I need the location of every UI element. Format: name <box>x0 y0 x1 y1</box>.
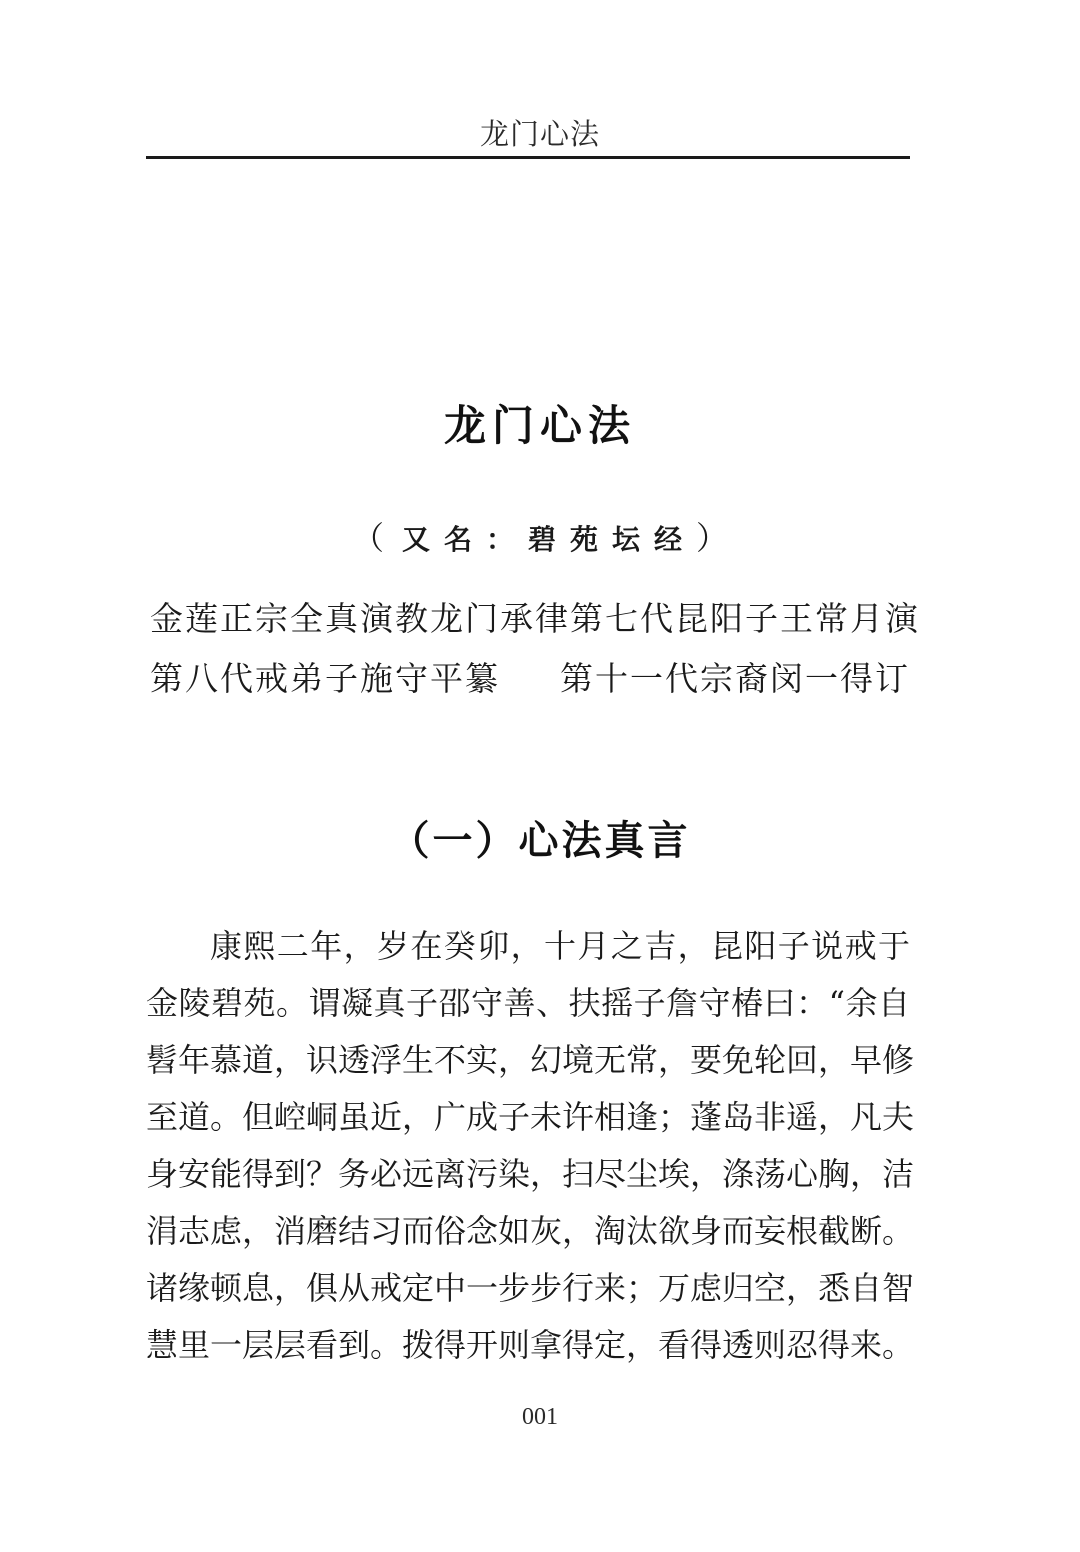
body-line: 诸缘顿息，俱从戒定中一步步行来；万虑归空，悉自智 <box>146 1269 915 1307</box>
chapter-title: （一）心法真言 <box>389 817 691 864</box>
credit-compiler: 第八代戒弟子施守平纂 <box>150 659 500 698</box>
header-rule <box>146 156 910 159</box>
body-line: 慧里一层层看到。拨得开则拿得定，看得透则忍得来。 <box>146 1326 915 1364</box>
body-line: 身安能得到？务必远离污染，扫尽尘埃，涤荡心胸，洁 <box>146 1155 915 1193</box>
page-number: 001 <box>522 1404 558 1430</box>
credit-line-editors <box>150 657 910 701</box>
body-line: 至道。但崆峒虽近，广成子未许相逢；蓬岛非遥，凡夫 <box>146 1098 915 1136</box>
paren-open: （ <box>351 519 384 557</box>
book-title: 龙门心法 <box>443 401 636 450</box>
paren-close: ） <box>696 519 729 557</box>
credit-line-author: 金莲正宗全真演教龙门承律第七代昆阳子王常月演 <box>150 599 920 638</box>
credit-reviser: 第十一代宗裔闵一得订 <box>560 659 910 698</box>
body-line: 康熙二年，岁在癸卯，十月之吉，昆阳子说戒于 <box>210 927 910 965</box>
body-line: 涓志虑，消磨结习而俗念如灰，淘汰欲身而妄根截断。 <box>146 1212 915 1250</box>
running-header: 龙门心法 <box>479 117 600 151</box>
alt-name-prefix: 又名： <box>401 523 528 556</box>
alternate-name <box>0 518 1080 560</box>
alt-name-text: 碧苑坛经 <box>528 523 697 556</box>
body-paragraph <box>146 918 915 1374</box>
body-line: 金陵碧苑。谓凝真子邵守善、扶摇子詹守椿曰：“余自 <box>146 984 910 1022</box>
body-line: 髫年慕道，识透浮生不实，幻境无常，要免轮回，早修 <box>146 1041 915 1079</box>
